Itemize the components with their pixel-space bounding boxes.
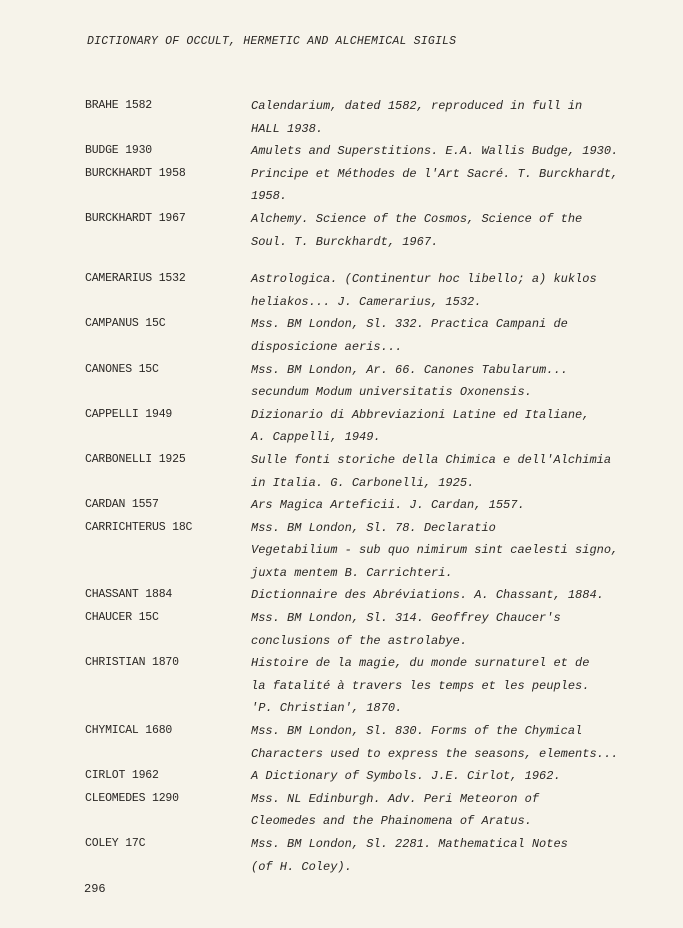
entry-description — [251, 95, 655, 140]
page-number: 296 — [84, 882, 106, 896]
entry-description-line: la fatalité à travers les temps et les peuples. — [251, 678, 590, 693]
entry-description-line: Astrologica. (Continentur hoc libello; a) kuklos — [251, 272, 597, 287]
entry-description-line: Dizionario di Abbreviazioni Latine ed Italiane, — [251, 407, 590, 422]
entry-description-line: Principe et Méthodes de l'Art Sacré. T. Burckhardt, — [251, 166, 619, 181]
entry-description — [251, 359, 655, 404]
bibliography-entry — [85, 494, 655, 517]
entry-key: CAMPANUS 15C — [85, 317, 166, 331]
entry-description-line: A Dictionary of Symbols. J.E. Cirlot, 1962. — [251, 769, 561, 784]
bibliography-entry — [85, 313, 655, 358]
running-head: DICTIONARY OF OCCULT, HERMETIC AND ALCHEMICAL SIGILS — [87, 35, 457, 48]
bibliography-entry — [85, 720, 655, 765]
entry-description-line: Mss. BM London, Sl. 830. Forms of the Chymical — [251, 724, 583, 739]
entry-description-line: secundum Modum universitatis Oxonensis. — [251, 385, 532, 400]
entry-key: CHRISTIAN 1870 — [85, 656, 179, 670]
entry-key: CANONES 15C — [85, 362, 159, 376]
entry-description-line: Mss. NL Edinburgh. Adv. Peri Meteoron of — [251, 791, 540, 806]
bibliography-entry — [85, 607, 655, 652]
bibliography-entry — [85, 208, 655, 253]
entry-description-line: Mss. BM London, Sl. 332. Practica Campani de — [251, 317, 568, 332]
bibliography-entry — [85, 268, 655, 313]
entry-key: CHAUCER 15C — [85, 611, 159, 625]
entry-description-line: HALL 1938. — [251, 121, 324, 136]
entry-description-line: (of H. Coley). — [251, 859, 352, 874]
entry-description-line: Characters used to express the seasons, elements... — [251, 746, 619, 761]
bibliography-entry — [85, 584, 655, 607]
entry-description-line: Cleomedes and the Phainomena of Aratus. — [251, 814, 532, 829]
entry-description-line: Sulle fonti storiche della Chimica e dell'Alchimia — [251, 452, 612, 467]
entry-key: BURCKHARDT 1958 — [85, 166, 186, 180]
entry-key: CHYMICAL 1680 — [85, 724, 173, 738]
entry-key: CHASSANT 1884 — [85, 588, 173, 602]
bibliography-entry — [85, 788, 655, 833]
entry-description-line: 1958. — [251, 189, 288, 204]
entry-description — [251, 313, 655, 358]
entry-description-line: Ars Magica Arteficii. J. Cardan, 1557. — [251, 498, 525, 513]
entry-description — [251, 140, 655, 163]
entry-description — [251, 404, 655, 449]
entry-description — [251, 765, 655, 788]
entry-key: CARBONELLI 1925 — [85, 452, 186, 466]
entry-description — [251, 607, 655, 652]
bibliography-entry — [85, 140, 655, 163]
entry-description-line: Vegetabilium - sub quo nimirum sint caelesti signo, — [251, 543, 619, 558]
bibliography-list — [85, 95, 655, 878]
entry-description-line: Mss. BM London, Sl. 78. Declaratio — [251, 520, 496, 535]
bibliography-entry — [85, 833, 655, 878]
entry-description-line: 'P. Christian', 1870. — [251, 701, 403, 716]
entry-description-line: conclusions of the astrolabye. — [251, 633, 468, 648]
entry-key: CLEOMEDES 1290 — [85, 791, 179, 805]
entry-description — [251, 208, 655, 253]
bibliography-entry — [85, 404, 655, 449]
entry-key: CARDAN 1557 — [85, 498, 159, 512]
entry-description — [251, 652, 655, 720]
entry-description-line: Alchemy. Science of the Cosmos, Science of the — [251, 211, 583, 226]
entry-description-line: Mss. BM London, Sl. 2281. Mathematical Notes — [251, 837, 568, 851]
entry-description-line: juxta mentem B. Carrichteri. — [251, 565, 453, 580]
entry-key: CAPPELLI 1949 — [85, 407, 173, 421]
entry-description-line: Mss. BM London, Sl. 314. Geoffrey Chaucer's — [251, 611, 561, 626]
entry-description-line: disposicione aeris... — [251, 339, 403, 354]
bibliography-entry — [85, 359, 655, 404]
entry-description — [251, 584, 655, 607]
entry-description — [251, 268, 655, 313]
entry-key: BURCKHARDT 1967 — [85, 211, 186, 225]
entry-description — [251, 720, 655, 765]
entry-description-line: Soul. T. Burckhardt, 1967. — [251, 234, 439, 249]
bibliography-entry — [85, 652, 655, 720]
entry-description-line: heliakos... J. Camerarius, 1532. — [251, 294, 482, 309]
entry-description-line: Mss. BM London, Ar. 66. Canones Tabularum... — [251, 362, 568, 377]
entry-description — [251, 163, 655, 208]
entry-key: BUDGE 1930 — [85, 144, 153, 158]
entry-description — [251, 788, 655, 833]
entry-description-line: Dictionnaire des Abréviations. A. Chassant, 1884. — [251, 588, 604, 603]
bibliography-entry — [85, 517, 655, 585]
entry-description-line: Amulets and Superstitions. E.A. Wallis Budge, 1930. — [251, 144, 619, 159]
entry-description-line: in Italia. G. Carbonelli, 1925. — [251, 475, 475, 490]
bibliography-entry — [85, 95, 655, 140]
entry-key: CAMERARIUS 1532 — [85, 272, 186, 286]
entry-description-line: Histoire de la magie, du monde surnaturel et de — [251, 656, 590, 671]
entry-description — [251, 449, 655, 494]
bibliography-entry — [85, 163, 655, 208]
entry-description-line: Calendarium, dated 1582, reproduced in full in — [251, 99, 583, 113]
entry-description — [251, 833, 655, 878]
entry-description — [251, 494, 655, 517]
entry-key: CARRICHTERUS 18C — [85, 520, 193, 534]
bibliography-entry — [85, 765, 655, 788]
entry-key: BRAHE 1582 — [85, 99, 153, 112]
entry-key: COLEY 17C — [85, 837, 146, 850]
entry-description-line: A. Cappelli, 1949. — [251, 430, 381, 445]
entry-description — [251, 517, 655, 585]
bibliography-entry — [85, 449, 655, 494]
entry-key: CIRLOT 1962 — [85, 769, 159, 783]
